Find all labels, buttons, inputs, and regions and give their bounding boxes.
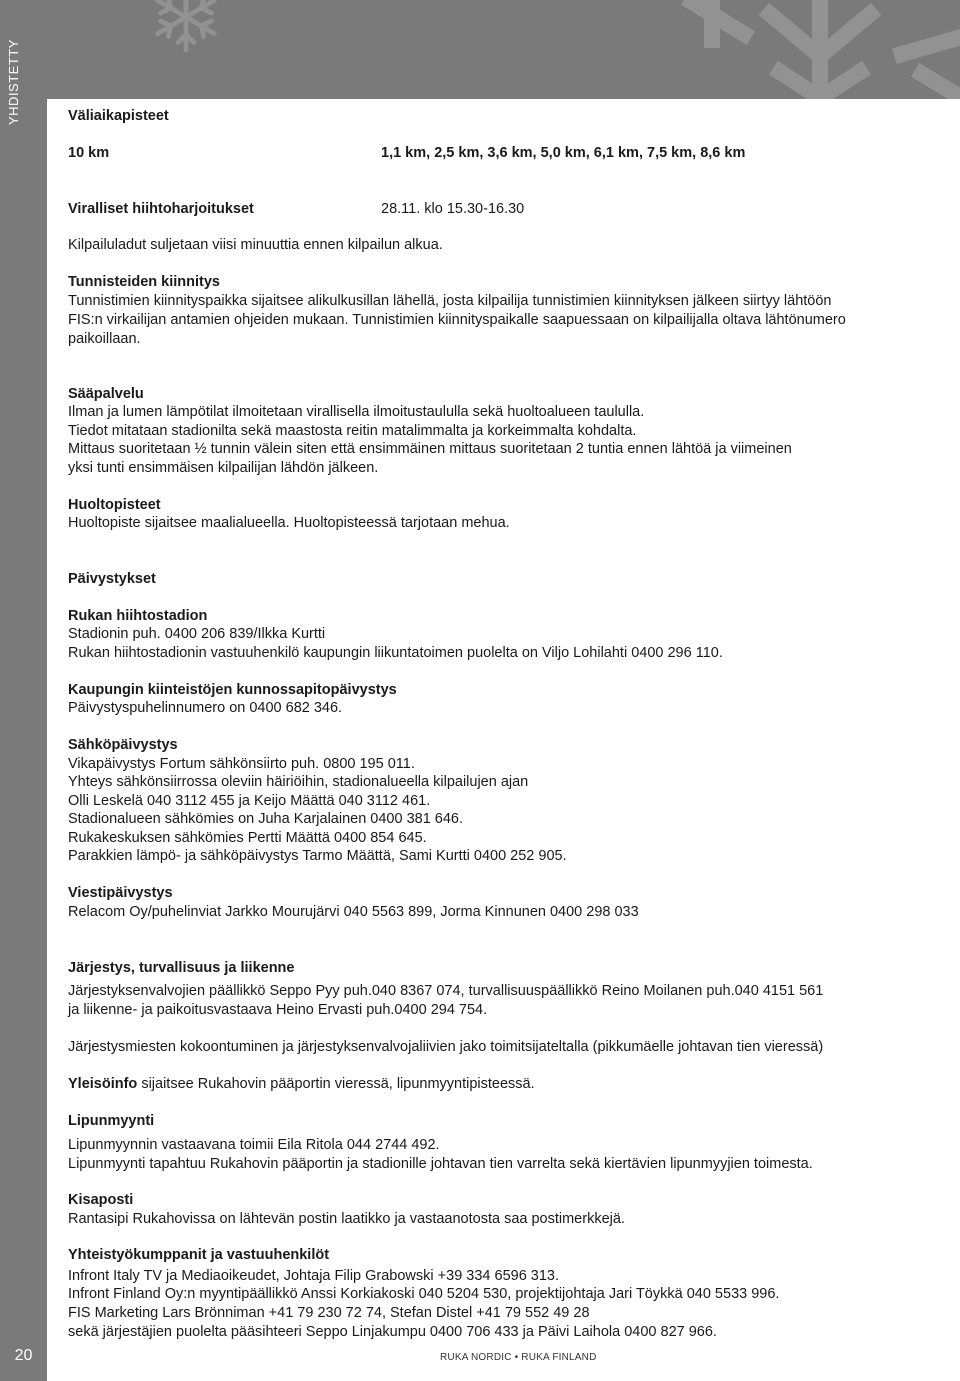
paragraph-line: Lipunmyynnin vastaavana toimii Eila Ritola 044 2744 492.	[68, 1137, 440, 1153]
paragraph-line: paikoillaan.	[68, 331, 141, 347]
heading-kiinteistot: Kaupungin kiinteistöjen kunnossapitopäivystys	[68, 682, 397, 698]
yleisoinfo-line	[68, 1075, 535, 1093]
paragraph-line: Infront Finland Oy:n myyntipäällikkö Anssi Korkiakoski 040 5204 530, projektijohtaja Jari Töykkä 040 5533 996.	[68, 1286, 780, 1302]
split-points: 1,1 km, 2,5 km, 3,6 km, 5,0 km, 6,1 km, 7,5 km, 8,6 km	[381, 145, 746, 161]
paragraph-line: Yhteys sähkönsiirrossa oleviin häiriöihin, stadionalueella kilpailujen ajan	[68, 774, 529, 790]
heading-harjoitukset: Viralliset hiihtoharjoitukset	[68, 201, 254, 217]
yleisoinfo-text: sijaitsee Rukahovin pääportin vieressä, lipunmyyntipisteessä.	[137, 1076, 535, 1092]
heading-jarjestys: Järjestys, turvallisuus ja liikenne	[68, 960, 295, 976]
paragraph-line: Parakkien lämpö- ja sähköpäivystys Tarmo Määttä, Sami Kurtti 0400 252 905.	[68, 848, 567, 864]
heading-hiihtostadion: Rukan hiihtostadion	[68, 608, 208, 624]
paragraph-line: Järjestyksenvalvojien päällikkö Seppo Pyy puh.040 8367 074, turvallisuuspäällikkö Reino Moilanen puh.040 4151 561	[68, 983, 824, 999]
paragraph-line: Tiedot mitataan stadionilta sekä maastosta reitin matalimmalta ja korkeimmalta kohdalta.	[68, 423, 637, 439]
paragraph-line: Stadionin puh. 0400 206 839/Ilkka Kurtti	[68, 626, 326, 642]
heading-viestipaivystys: Viestipäivystys	[68, 885, 173, 901]
snowflake-icon	[672, 0, 960, 99]
paragraph-line: Relacom Oy/puhelinviat Jarkko Mourujärvi 040 5563 899, Jorma Kinnunen 0400 298 033	[68, 904, 639, 920]
paragraph-line: Kilpailuladut suljetaan viisi minuuttia ennen kilpailun alkua.	[68, 237, 443, 253]
heading-lipunmyynti: Lipunmyynti	[68, 1113, 155, 1129]
heading-tunnisteet: Tunnisteiden kiinnitys	[68, 274, 220, 290]
heading-saapalvelu: Sääpalvelu	[68, 386, 144, 402]
paragraph-line: Stadionalueen sähkömies on Juha Karjalainen 0400 381 646.	[68, 811, 464, 827]
heading-yhteistyokumppanit: Yhteistyökumppanit ja vastuuhenkilöt	[68, 1247, 330, 1263]
snowflake-icon	[147, 0, 225, 56]
paragraph-line: Vikapäivystys Fortum sähkönsiirto puh. 0800 195 011.	[68, 756, 415, 772]
page-number: 20	[14, 1347, 33, 1364]
heading-kisaposti: Kisaposti	[68, 1192, 134, 1208]
heading-paivystykset: Päivystykset	[68, 571, 156, 587]
distance-label: 10 km	[68, 145, 110, 161]
heading-sahkopaivystys: Sähköpäivystys	[68, 737, 178, 753]
section-label: YHDISTETTY	[6, 39, 21, 125]
paragraph-line: FIS:n virkailijan antamien ohjeiden mukaan. Tunnistimien kiinnityspaikalle saapuessaan on kilpailijalla oltava lähtönumero	[68, 312, 846, 328]
paragraph-line: Olli Leskelä 040 3112 455 ja Keijo Määttä 040 3112 461.	[68, 793, 431, 809]
side-bar	[0, 0, 47, 1381]
paragraph-line: Rantasipi Rukahovissa on lähtevän postin laatikko ja vastaanotosta saa postimerkkejä.	[68, 1211, 625, 1227]
paragraph-line: yksi tunti ensimmäisen kilpailijan lähdön jälkeen.	[68, 460, 379, 476]
heading-yleisoinfo: Yleisöinfo	[68, 1076, 138, 1092]
paragraph-line: Infront Italy TV ja Mediaoikeudet, Johtaja Filip Grabowski +39 334 6596 313.	[68, 1268, 560, 1284]
heading-valiaikapisteet: Väliaikapisteet	[68, 108, 169, 124]
heading-huoltopisteet: Huoltopisteet	[68, 497, 161, 513]
paragraph-line: sekä järjestäjien puolelta pääsihteeri Seppo Linjakumpu 0400 706 433 ja Päivi Laihola 0400 827 966.	[68, 1324, 717, 1340]
footer-brand: RUKA NORDIC • RUKA FINLAND	[440, 1352, 597, 1363]
paragraph-line: Ilman ja lumen lämpötilat ilmoitetaan virallisella ilmoitustaululla sekä huoltoalueen taululla.	[68, 404, 645, 420]
paragraph-line: ja liikenne- ja paikoitusvastaava Heino Ervasti puh.0400 294 754.	[68, 1002, 488, 1018]
header-band	[47, 0, 960, 99]
paragraph-line: Tunnistimien kiinnityspaikka sijaitsee alikulkusillan lähellä, josta kilpailija tunnistimien kiinnityksen jälkeen siirtyy lähtöön	[68, 293, 832, 309]
training-time: 28.11. klo 15.30-16.30	[381, 201, 525, 217]
paragraph-line: Päivystyspuhelinnumero on 0400 682 346.	[68, 700, 343, 716]
paragraph-line: Rukakeskuksen sähkömies Pertti Määttä 0400 854 645.	[68, 830, 427, 846]
paragraph-line: Huoltopiste sijaitsee maalialueella. Huoltopisteessä tarjotaan mehua.	[68, 515, 510, 531]
paragraph-line: Järjestysmiesten kokoontuminen ja järjestyksenvalvojaliivien jako toimitsijateltalla (pikkumäelle johtavan tien vieressä)	[68, 1039, 824, 1055]
paragraph-line: Rukan hiihtostadionin vastuuhenkilö kaupungin liikuntatoimen puolelta on Viljo Lohilahti 0400 296 110.	[68, 645, 723, 661]
paragraph-line: Mittaus suoritetaan ½ tunnin välein siten että ensimmäinen mittaus suoritetaan 2 tuntia ennen lähtöä ja viimeinen	[68, 441, 792, 457]
paragraph-line: Lipunmyynti tapahtuu Rukahovin pääportin ja stadionille johtavan tien varrelta sekä kiertävien lipunmyyjien toimesta.	[68, 1156, 813, 1172]
paragraph-line: FIS Marketing Lars Brönniman +41 79 230 72 74, Stefan Distel +41 79 552 49 28	[68, 1305, 590, 1321]
